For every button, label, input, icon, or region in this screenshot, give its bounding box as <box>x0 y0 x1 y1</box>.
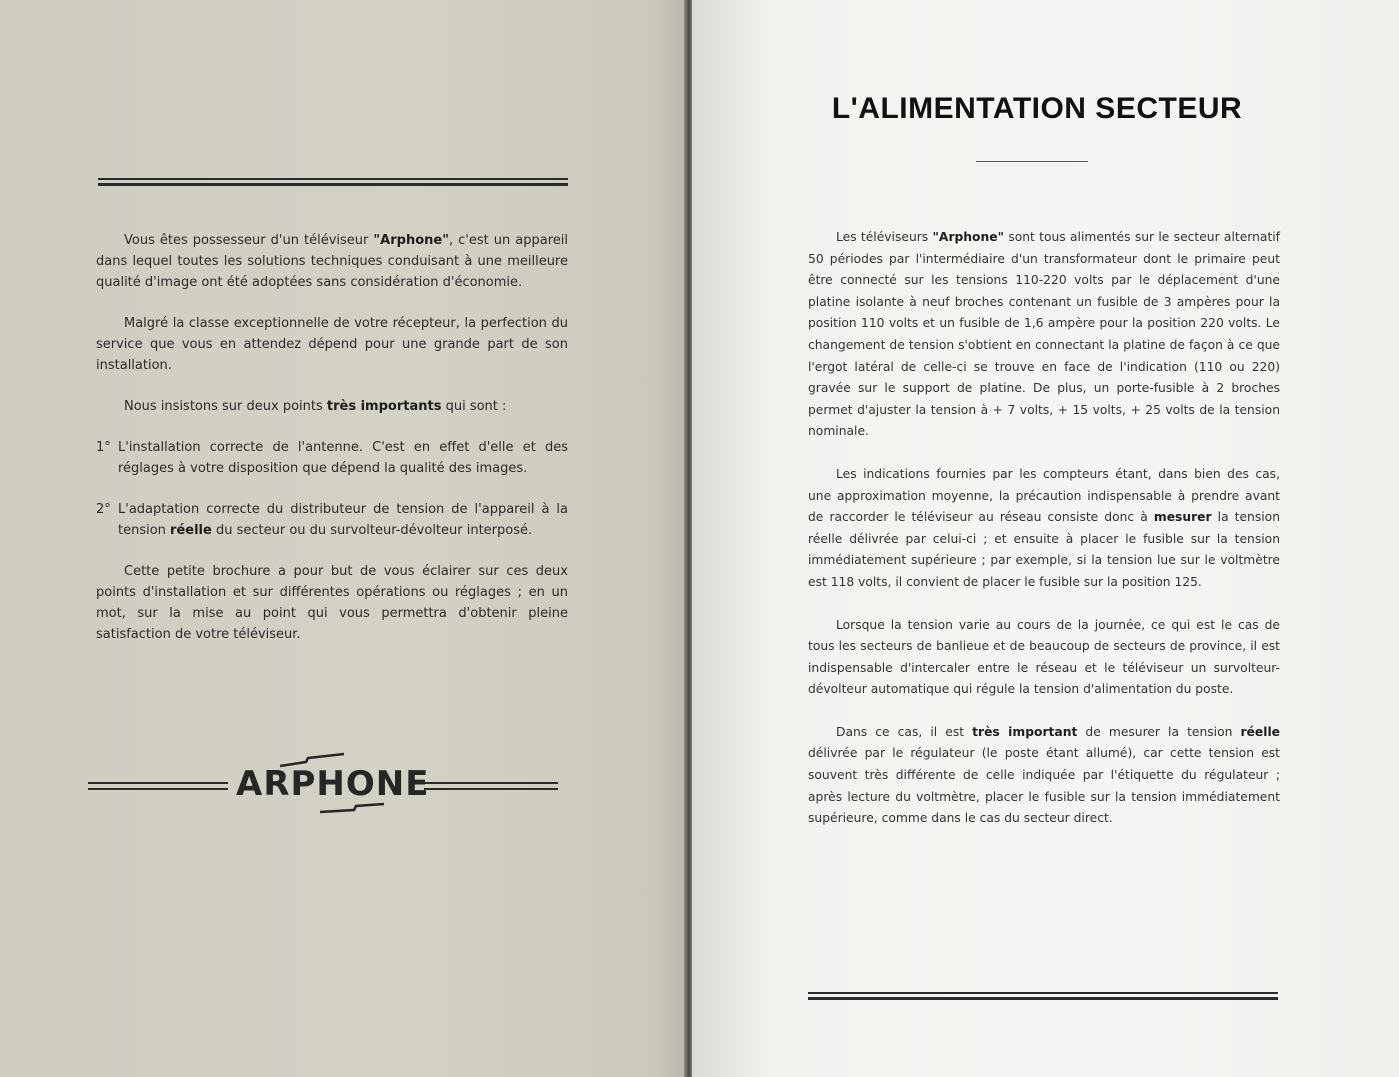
purpose-paragraph: Cette petite brochure a pour but de vous éclairer sur ces deux points d'installation et sur différentes opérations ou réglages ; en un mot, sur la mise au point qui vous permettra d'obtenir pleine satisfaction de votre téléviseur. <box>96 564 568 642</box>
bottom-double-rule <box>808 992 1278 1000</box>
logo-wordmark: ARPHONE <box>236 764 430 804</box>
top-double-rule <box>98 178 568 186</box>
title-underline <box>976 161 1088 162</box>
point-text: L'adaptation correcte du distributeur de tension de l'appareil à la tension réelle du secteur ou du survolteur-dévolteur interposé. <box>118 502 568 538</box>
measure-paragraph: Les indications fournies par les compteurs étant, dans bien des cas, une approximation moyenne, la précaution indispensable à prendre avant de raccorder le téléviseur au réseau consiste donc à mesurer la tension réelle délivrée par celui-ci ; et ensuite à placer le fusible sur la tension immédiatement supérieure ; par exemple, si la tension lue sur le voltmètre est 118 volts, il convient de placer le fusible sur la position 125. <box>808 466 1280 589</box>
point-number: 2° <box>96 502 111 517</box>
installation-paragraph: Malgré la classe exceptionnelle de votre récepteur, la perfection du service que vous en attendez dépend pour une grande part de son installation. <box>96 316 568 373</box>
arphone-logo <box>88 752 558 816</box>
left-page <box>0 0 688 1077</box>
intro-paragraph: Vous êtes possesseur d'un téléviseur "Arphone", c'est un appareil dans lequel toutes les solutions techniques conduisant à une meilleure qualité d'image ont été adoptées sans considération d'économie. <box>96 233 568 290</box>
point-number: 1° <box>96 440 111 455</box>
regulator-paragraph: Dans ce cas, il est très important de mesurer la tension réelle délivrée par le régulateur (le poste étant allumé), car cette tension est souvent très différente de celle indiquée par l'étiquette du régulateur ; après lecture du voltmètre, placer le fusible sur la tension immédiatement supérieure, comme dans le cas du secteur direct. <box>808 724 1280 826</box>
page-title: L'ALIMENTATION SECTEUR <box>831 92 1243 125</box>
left-page-text <box>96 230 568 665</box>
right-page <box>692 0 1399 1077</box>
lightning-bolt-icon <box>318 802 388 816</box>
point-one <box>96 437 568 479</box>
logo-left-line <box>88 782 228 790</box>
point-text: L'installation correcte de l'antenne. C'est en effet d'elle et des réglages à votre disposition que dépend la qualité des images. <box>118 440 568 476</box>
key-points-paragraph: Nous insistons sur deux points très importants qui sont : <box>124 399 507 414</box>
logo-right-line <box>424 782 558 790</box>
power-supply-paragraph: Les téléviseurs "Arphone" sont tous alimentés sur le secteur alternatif 50 périodes par l'intermédiaire d'un transformateur dont le primaire peut être connecté sur les tensions 110-220 volts par le déplacement d'une platine isolante à neuf broches contenant un fusible de 3 ampères pour la position 110 volts et un fusible de 1,6 ampère pour la position 220 volts. Le changement de tension s'obtient en connectant la platine de façon à ce que l'ergot latéral de celle-ci se trouve en face de l'indication (110 ou 220) gravée sur le support de platine. De plus, un porte-fusible à 2 broches permet d'ajuster la tension à + 7 volts, + 15 volts, + 25 volts de la tension nominale. <box>808 230 1281 439</box>
right-page-text <box>808 227 1280 851</box>
point-two <box>96 499 568 541</box>
voltage-variation-paragraph: Lorsque la tension varie au cours de la journée, ce qui est le cas de tous les secteurs de banlieue et de beaucoup de secteurs de province, il est indispensable d'intercaler entre le réseau et le téléviseur un survolteur-dévolteur automatique qui régule la tension d'alimentation du poste. <box>808 617 1280 697</box>
